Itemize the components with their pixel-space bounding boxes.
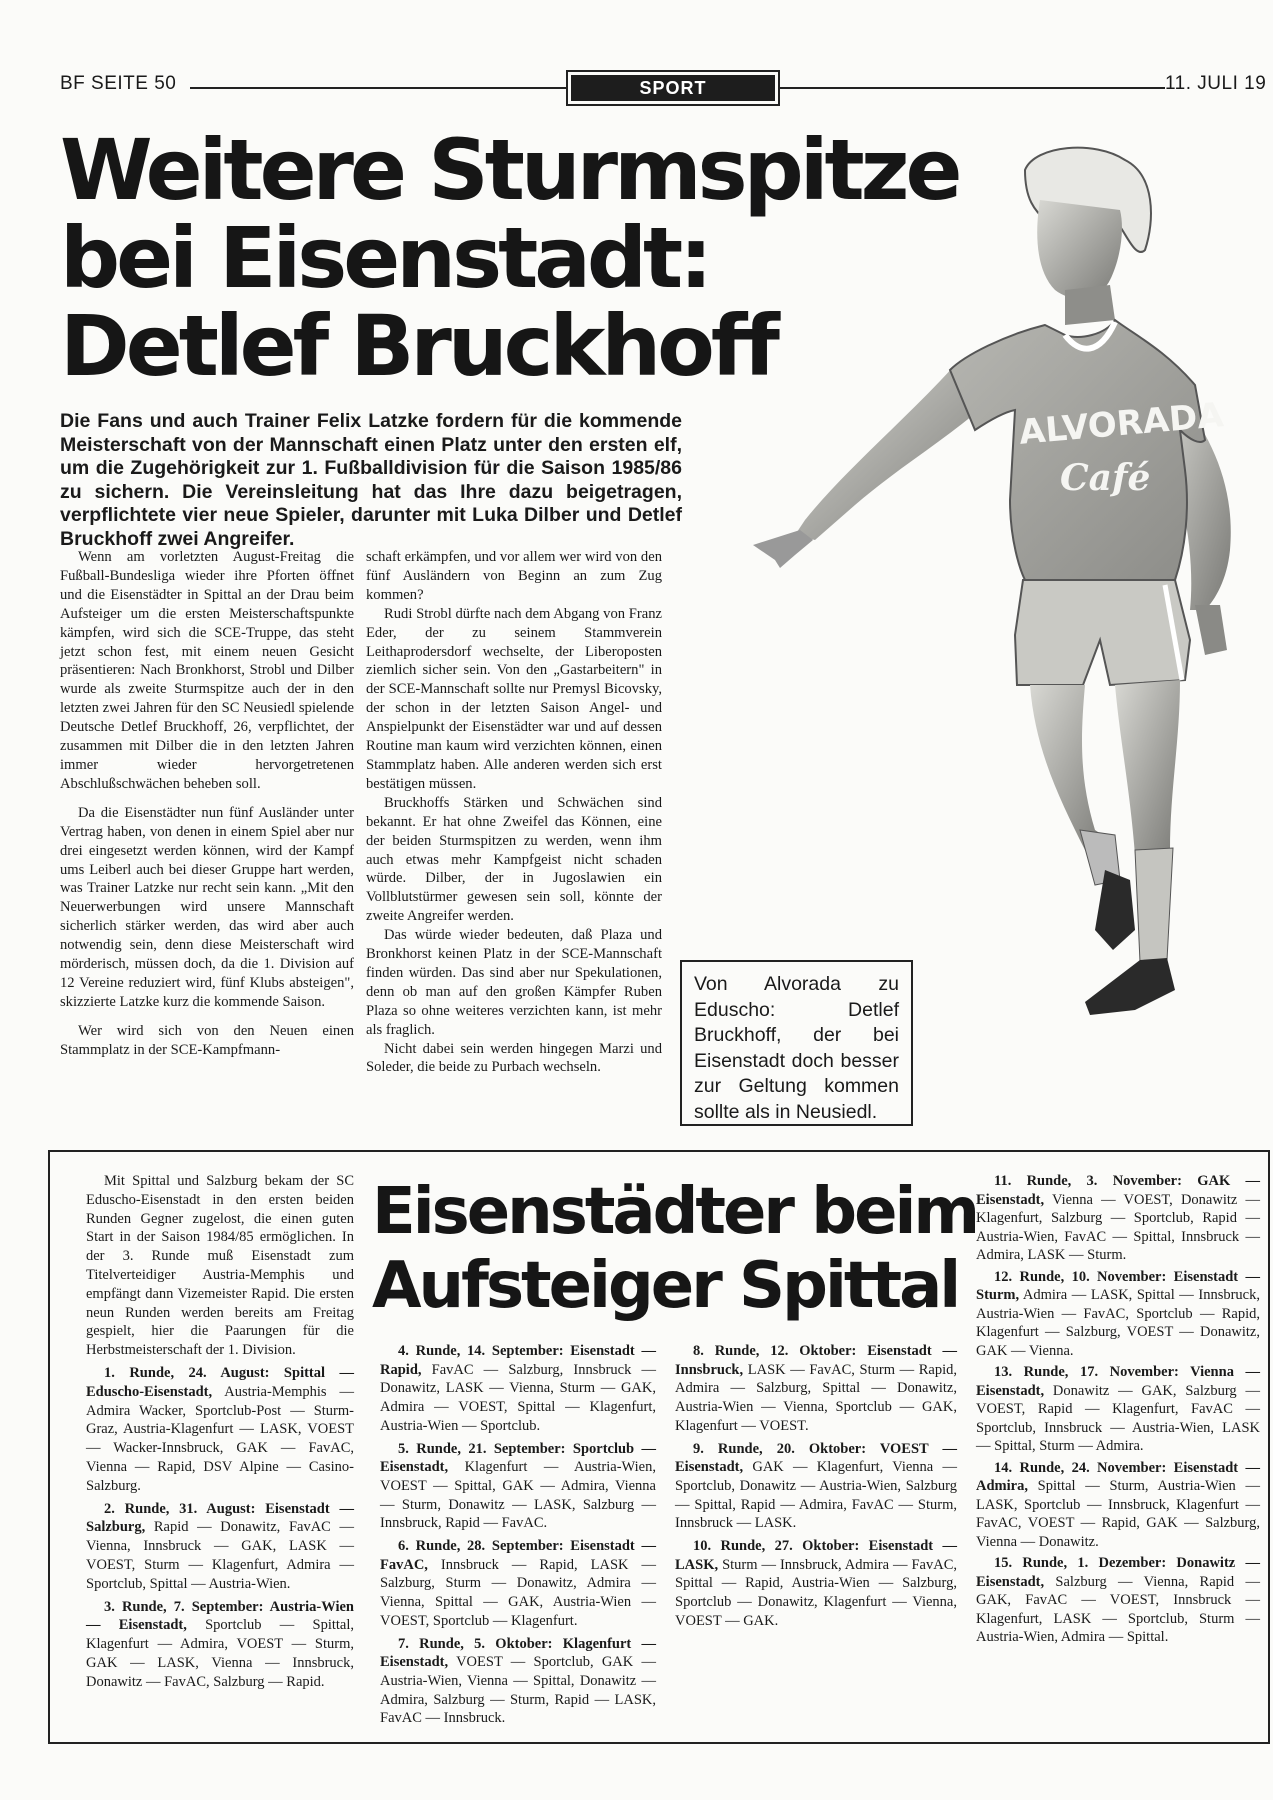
- paragraph: schaft erkämpfen, und vor allem wer wird von den fünf Ausländern von Beginn an zum Zug kommen?: [366, 549, 662, 603]
- round-12: 12. Runde, 10. November: Eisenstadt — Sturm, Admira — LASK, Spittal — Innsbruck, Austria-Wien — FavAC, Sportclub — Rapid, Klagenfurt — Salzburg, VOEST — Donawitz, GAK — Vienna.: [976, 1268, 1260, 1359]
- round-1: 1. Runde, 24. August: Spittal — Eduscho-Eisenstadt, Austria-Memphis — Admira Wacker, Sportclub-Post — Sturm-Graz, Austria-Klagenfurt — LASK, VOEST — Wacker-Innsbruck, GAK — FavAC, Vienna — Rapid, DSV Alpine — Casino-Salzburg.: [86, 1364, 354, 1494]
- round-10: 10. Runde, 27. Oktober: Eisenstadt — LASK, Sturm — Innsbruck, Admira — FavAC, Spittal — Rapid, Austria-Wien — Salzburg, Sportclub — Donawitz, Klagenfurt — Vienna, VOEST — GAK.: [675, 1538, 957, 1629]
- paragraph: Bruckhoffs Stärken und Schwächen sind bekannt. Er hat ohne Zweifel das Können, eine der beiden Sturmspitzen zu werden, wenn ihm auch etwas mehr Kampfgeist nicht schaden würde. Dilber, der in Jugoslawien ein Vollblutstürmer gewesen sein soll, könnte der zweite Angreifer werden.: [366, 794, 662, 925]
- round-6: 6. Runde, 28. September: Eisenstadt — FavAC, Innsbruck — Rapid, LASK — Salzburg, Sturm — Donawitz, Admira — Vienna, Spittal — GAK, Austria-Wien — VOEST, Sportclub — Klagenfurt.: [380, 1538, 656, 1629]
- round-2: 2. Runde, 31. August: Eisenstadt — Salzburg, Rapid — Donawitz, FavAC — Vienna, Innsbruck — GAK, LASK — VOEST, Sturm — Klagenfurt, Admira — Sportclub, Spittal — Austria-Wien.: [86, 1500, 354, 1592]
- photo-caption: Von Alvorada zu Eduscho: Detlef Bruckhoff, der bei Eisenstadt doch besser zur Geltung kommen sollte als in Neusiedl.: [680, 960, 913, 1126]
- header-rule-right: [780, 87, 1165, 89]
- fixtures-column-3: [675, 1342, 957, 1631]
- round-9: 9. Runde, 20. Oktober: VOEST — Eisenstadt, GAK — Klagenfurt, Vienna — Sportclub, Donawitz — Austria-Wien, Salzburg — Spittal, Rapid — Admira, FavAC — Sturm, Innsbruck — LASK.: [675, 1440, 957, 1532]
- fixtures-headline-line-2: Aufsteiger Spittal: [372, 1249, 959, 1323]
- fixtures-column-4: [976, 1172, 1260, 1647]
- headline-line-3: Detlef Bruckhoff: [60, 297, 776, 395]
- article-column-2: [366, 548, 662, 1077]
- intro-paragraph: Mit Spittal und Salzburg bekam der SC Eduscho-Eisenstadt in den ersten beiden Runden Gegner zugelost, die einen guten Start in der Saison 1984/85 ermöglichen. In der 3. Runde muß Eisenstadt zum Titelverteidiger Austria-Memphis und empfängt dann Vizemeister Rapid. Die ersten neun Runden werden bereits am Freitag gespielt, hier die Paarungen für die Herbstmeisterschaft der 1. Division.: [86, 1173, 354, 1359]
- section-label: SPORT: [571, 75, 775, 101]
- round-3: 3. Runde, 7. September: Austria-Wien — Eisenstadt, Sportclub — Spittal, Klagenfurt — Admira, VOEST — Sturm, GAK — LASK, Vienna — Innsbruck, Donawitz — FavAC, Salzburg — Rapid.: [86, 1598, 354, 1690]
- round-5: 5. Runde, 21. September: Sportclub — Eisenstadt, Klagenfurt — Austria-Wien, VOEST — Spittal, GAK — Admira, Vienna — Sturm, Donawitz — LASK, Salzburg — Innsbruck, Rapid — FavAC.: [380, 1440, 656, 1532]
- paragraph: Das würde wieder bedeuten, daß Plaza und Bronkhorst keinen Platz in der SCE-Mannschaft finden würden. Das sind aber nur Spekulationen, denn ob man auf den großen Kämpfer Ruben Plaza so ohne weiteres verzichten kann, ist mehr als fraglich.: [366, 927, 662, 1038]
- jersey-sponsor-subtext: Café: [1060, 457, 1151, 499]
- headline-line-1: Weitere Sturmspitze: [60, 121, 959, 219]
- section-label-box: [566, 70, 780, 106]
- round-13: 13. Runde, 17. November: Vienna — Eisenstadt, Donawitz — GAK, Salzburg — VOEST, Rapid — Klagenfurt, FavAC — Sportclub, Innsbruck — Austria-Wien, LASK — Spittal, Sturm — Admira.: [976, 1364, 1260, 1454]
- round-7: 7. Runde, 5. Oktober: Klagenfurt — Eisenstadt, VOEST — Sportclub, GAK — Austria-Wien, Vienna — Spittal, Donawitz — Admira, Salzburg — Sturm, Rapid — LASK, FavAC — Innsbruck.: [380, 1635, 656, 1727]
- round-14: 14. Runde, 24. November: Eisenstadt — Admira, Spittal — Sturm, Austria-Wien — LASK, Sportclub — Innsbruck, Klagenfurt — FavAC, VOEST — Rapid, GAK — Salzburg, Vienna — Donawitz.: [976, 1459, 1260, 1550]
- fixtures-column-1: [86, 1172, 354, 1692]
- page-number: BF SEITE 50: [60, 73, 177, 94]
- fixtures-column-2: [380, 1342, 656, 1728]
- round-11: 11. Runde, 3. November: GAK — Eisenstadt, Vienna — VOEST, Donawitz — Klagenfurt, Salzburg — Sportclub, Rapid — Austria-Wien, FavAC — Spittal, Innsbruck — Admira, LASK — Sturm.: [976, 1173, 1260, 1263]
- issue-date: 11. JULI 19: [1165, 73, 1267, 94]
- header-rule-left: [190, 87, 566, 89]
- jersey-sponsor-text: ALVORADA: [1017, 395, 1226, 453]
- paragraph: Wer wird sich von den Neuen einen Stammplatz in der SCE-Kampfmann-: [60, 1022, 354, 1058]
- article-column-1: [60, 548, 354, 1060]
- paragraph: Wenn am vorletzten August-Freitag die Fußball-Bundesliga wieder ihre Pforten öffnet und die Eisenstädter in Spittal an der Drau beim Aufsteiger um die ersten Meisterschaftspunkte kämpfen, wird sich die SCE-Truppe, das steht jetzt schon fest, mit einem neuen Gesicht präsentieren: Nach Bronkhorst, Strobl und Dilber wurde als zweite Sturmspitze auch der in den letzten zwei Jahren für den SC Neusiedl spielende Deutsche Detlef Bruckhoff, 26, verpflichtet, der zusammen mit Dilber die in den letzten Jahren immer wieder hervorgetretenen Abschlußschwächen beheben soll.: [60, 549, 354, 792]
- round-8: 8. Runde, 12. Oktober: Eisenstadt — Innsbruck, LASK — FavAC, Sturm — Rapid, Admira — Salzburg, Spittal — Donawitz, Austria-Wien — Vienna, Sportclub — GAK, Klagenfurt — VOEST.: [675, 1343, 957, 1434]
- fixtures-headline-line-1: Eisenstädter beim: [372, 1175, 978, 1249]
- round-15: 15. Runde, 1. Dezember: Donawitz — Eisenstadt, Salzburg — Vienna, Rapid — GAK, FavAC — VOEST, Innsbruck — Klagenfurt, LASK — Sportclub, Sturm — Austria-Wien, Admira — Spittal.: [976, 1555, 1260, 1645]
- paragraph: Nicht dabei sein werden hingegen Marzi und Soleder, die beide zu Purbach wechseln.: [366, 1040, 662, 1076]
- lead-paragraph: Die Fans und auch Trainer Felix Latzke fordern für die kommende Meisterschaft von der Mannschaft einen Platz unter den ersten elf, um die Zugehörigkeit zur 1. Fußballdivision für die Saison 1985/86 zu sichern. Die Vereinsleitung hat das Ihre dazu beigetragen, verpflichtete vier neue Spieler, darunter mit Luka Dilber und Detlef Bruckhoff zwei Angreifer.: [60, 410, 682, 550]
- headline-line-2: bei Eisenstadt:: [60, 209, 709, 307]
- paragraph: Rudi Strobl dürfte nach dem Abgang von Franz Eder, der zu seinem Stammverein Leithaprodersdorf wechselte, der Liberoposten ziemlich sicher sein. Von den „Gastarbeitern" in der SCE-Mannschaft sollte nur Premysl Bicovsky, der schon in der letzten Saison Angel- und Anspielpunkt der Eisenstädter war und auf dessen Routine man kaum wird verzichten können, einen Stammplatz haben. Alle anderen werden sich erst bestätigen müssen.: [366, 605, 662, 792]
- round-4: 4. Runde, 14. September: Eisenstadt — Rapid, FavAC — Salzburg, Innsbruck — Donawitz, LASK — Vienna, Sturm — GAK, Admira — VOEST, Spittal — Klagenfurt, Austria-Wien — Sportclub.: [380, 1343, 656, 1434]
- paragraph: Da die Eisenstädter nun fünf Ausländer unter Vertrag haben, von denen in einem Spiel aber nur drei eingesetzt werden können, wird der Kampf ums Leiberl auch bei dieser Gruppe hart werden, was Trainer Latzke nur recht sein kann. „Mit den Neuerwerbungen wird unsere Mannschaft sicherlich stärker werden, das wird aber auch notwendig sein, denn diese Meisterschaft wird mörderisch, müssen doch, da die 1. Division auf 12 Vereine reduziert wird, fünf Klubs absteigen", skizzierte Latzke kurz die kommende Saison.: [60, 804, 354, 1010]
